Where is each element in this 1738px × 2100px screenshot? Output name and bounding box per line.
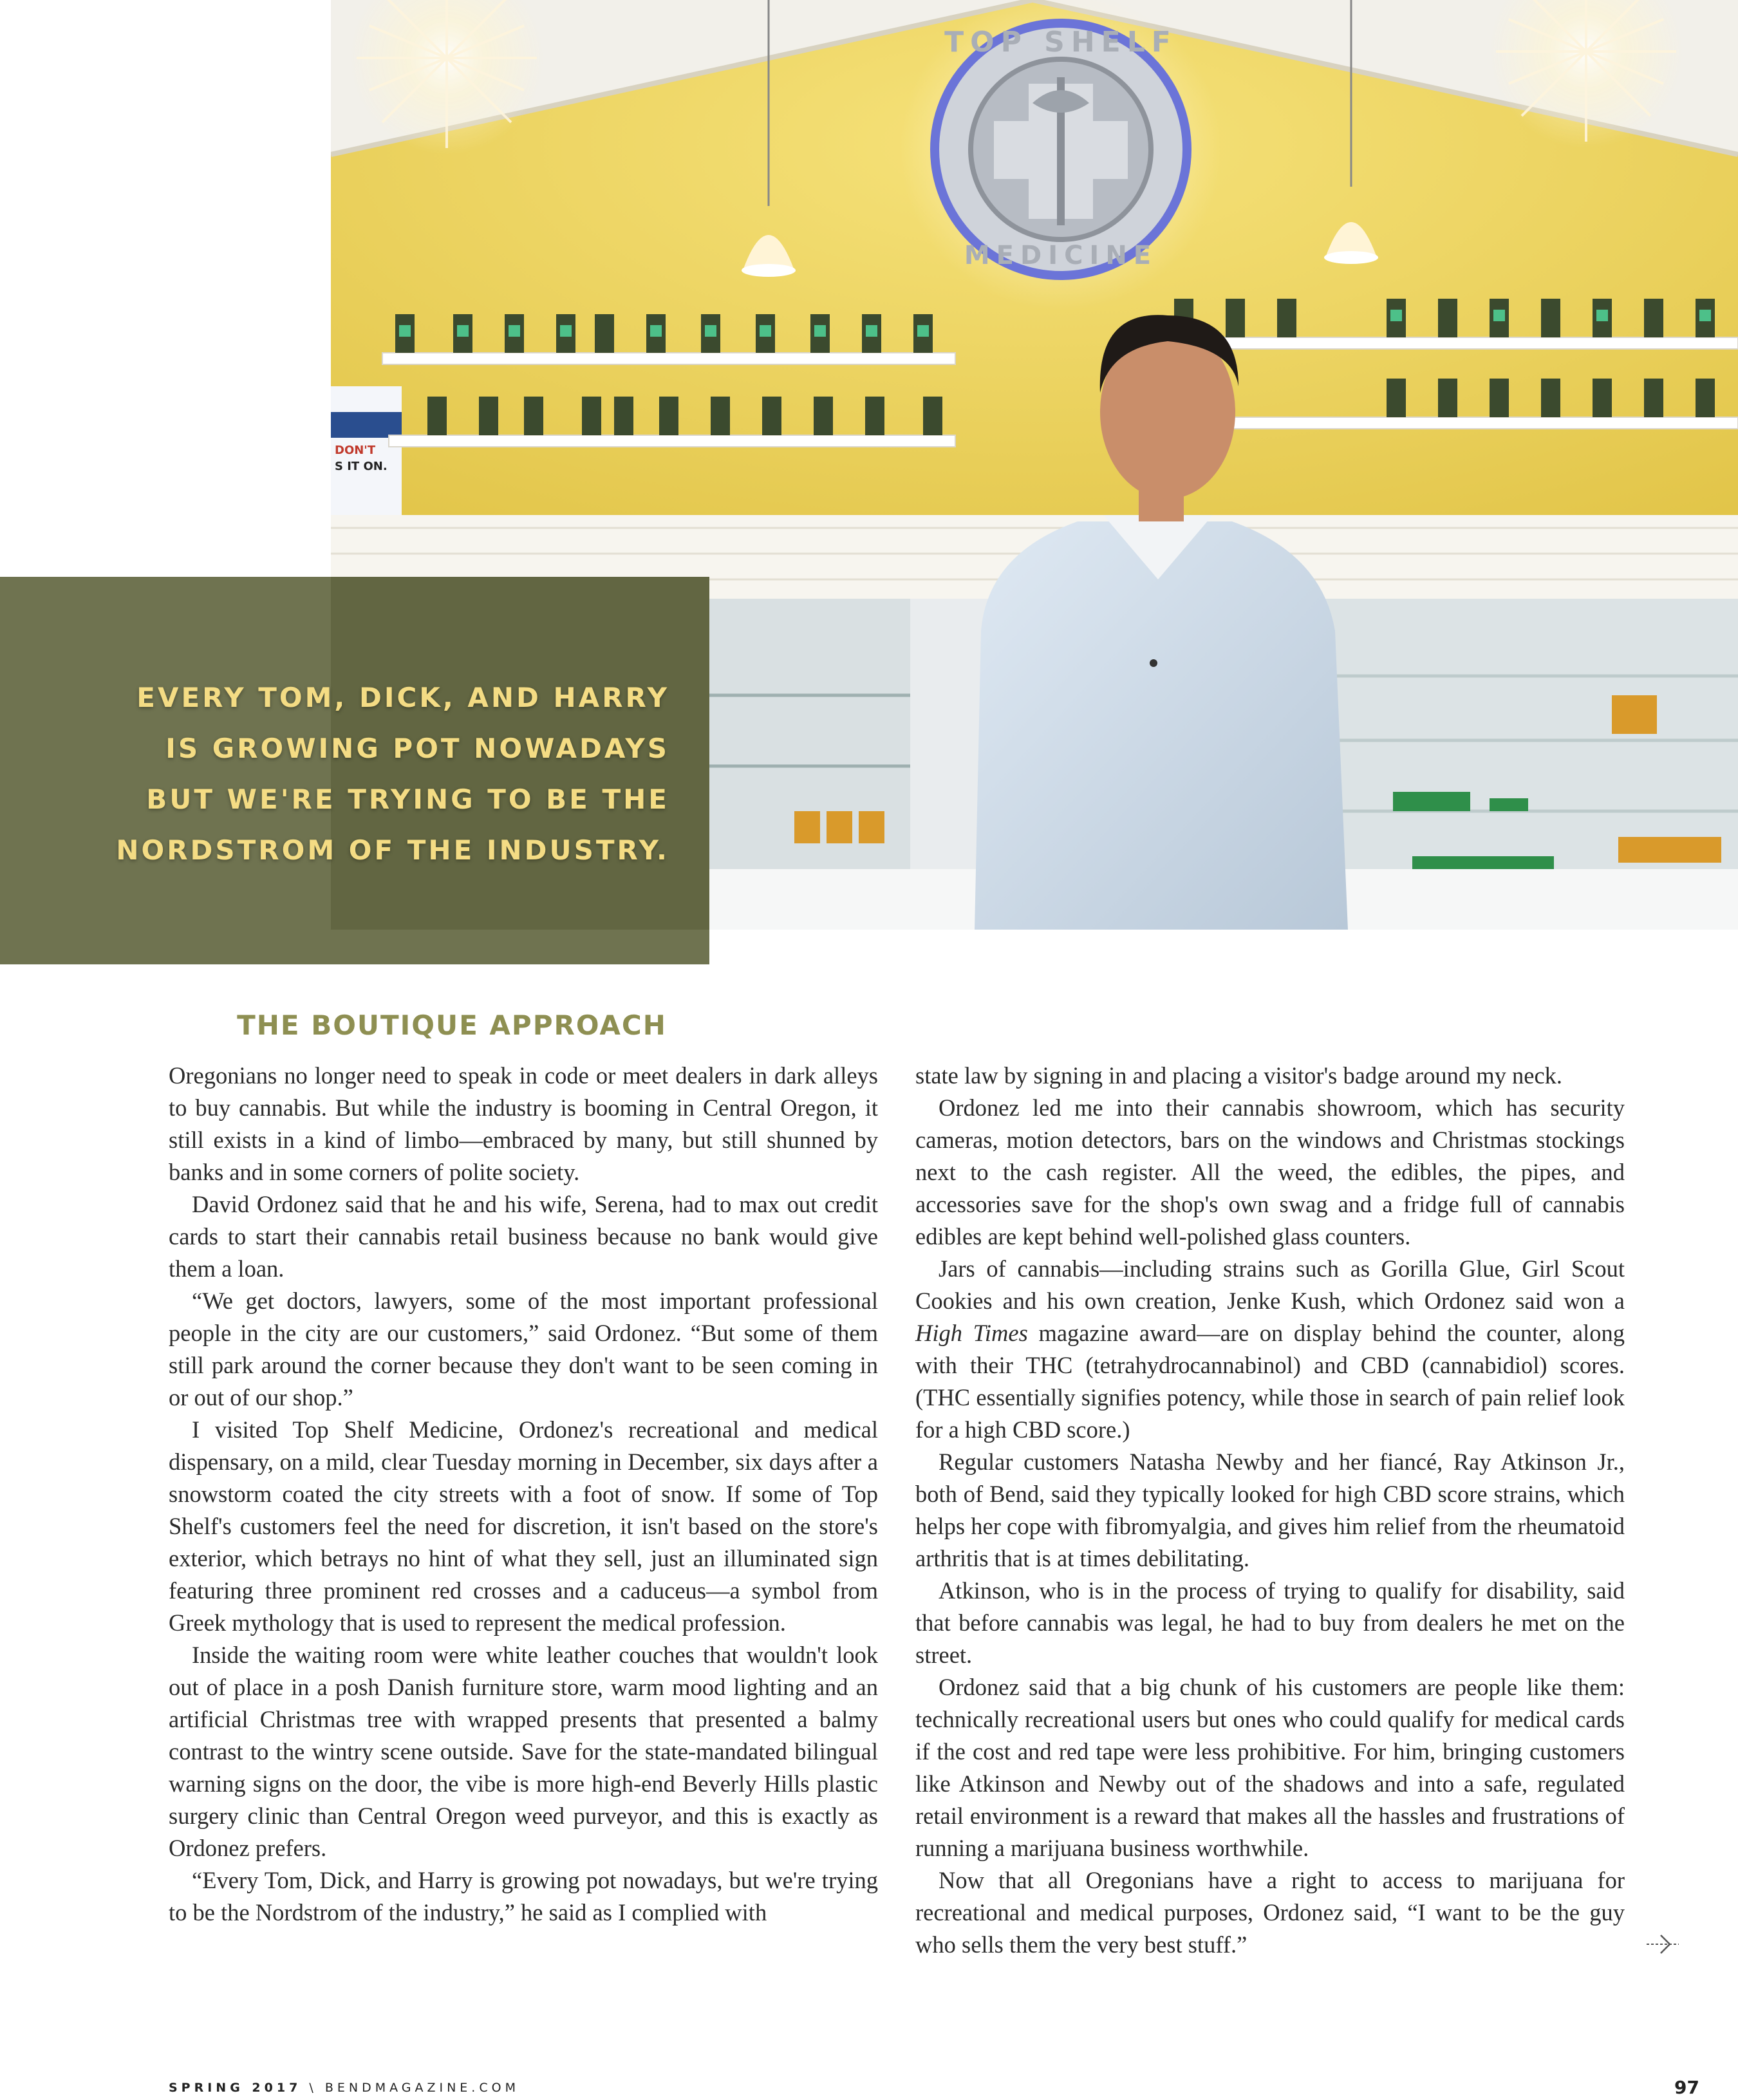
paragraph: Regular customers Natasha Newby and her fiancé, Ray Atkinson Jr., both of Bend, said they typically looked for high CBD score strains, which helps her cope with fibromyalgia, and gives him relief from the rheumatoid arthritis that is at times debilitating.	[915, 1448, 1625, 1571]
paragraph: Ordonez led me into their cannabis showroom, which has security cameras, motion detectors, bars on the windows and Christmas stockings next to the cash register. All the weed, the edibles, the pipes, and accessories save for the shop's own swag and a fridge full of cannabis edibles are kept behind well-polished glass counters.	[915, 1094, 1625, 1250]
paragraph: Inside the waiting room were white leather couches that wouldn't look out of place in a posh Danish furniture store, warm mood lighting and an artificial Christmas tree with wrapped presents that presented a balmy contrast to the wintry scene outside. Save for the state-mandated bilingual warning signs on the door, the vibe is more high-end Beverly Hills plastic surgery clinic than Central Oregon weed purveyor, and this is exactly as Ordonez prefers.	[169, 1642, 878, 1861]
pull-quote-line: IS GROWING POT NOWADAYS	[165, 733, 669, 764]
paragraph-continuation: state law by signing in and placing a visitor's badge around my neck.	[915, 1062, 1563, 1089]
pull-quote	[39, 672, 669, 876]
pull-quote-line: NORDSTROM OF THE INDUSTRY.	[116, 834, 669, 866]
website: BENDMAGAZINE.COM	[324, 2081, 519, 2095]
svg-text:S IT ON.: S IT ON.	[335, 460, 388, 473]
end-mark-icon	[1647, 1933, 1679, 1956]
article-column-right	[915, 1060, 1625, 1961]
paragraph: I visited Top Shelf Medicine, Ordonez's recreational and medical dispensary, on a mild, clear Tuesday morning in December, six days after a snowstorm coated the city streets with a foot of snow. If some of Top Shelf's customers feel the need for discretion, it isn't based on the store's exterior, which betrays no hint of what they sell, just an illuminated sign featuring three prominent red crosses and a caduceus—a symbol from Greek mythology that is used to represent the medical profession.	[169, 1416, 878, 1636]
paragraph: “We get doctors, lawyers, some of the most important professional people in the city are our customers,” said Ordonez. “But some of them still park around the corner because they don't want to be seen coming in or out of our shop.”	[169, 1288, 878, 1411]
pull-quote-line: BUT WE'RE TRYING TO BE THE	[146, 783, 669, 815]
section-heading: THE BOUTIQUE APPROACH	[237, 1009, 667, 1041]
poster-text: DON'T	[335, 444, 376, 457]
pull-quote-line: EVERY TOM, DICK, AND HARRY	[136, 682, 669, 713]
paragraph: “Every Tom, Dick, and Harry is growing pot nowadays, but we're trying to be the Nordstrom of the industry,” he said as I complied with	[169, 1867, 878, 1926]
text-run: Jars of cannabis—including strains such as Gorilla Glue, Girl Scout Cookies and his own creation, Jenke Kush, which Ordonez said won a	[915, 1255, 1625, 1314]
sign-text-bottom: MEDICINE	[964, 241, 1158, 270]
magazine-title: High Times	[915, 1320, 1028, 1346]
paragraph: Atkinson, who is in the process of trying to qualify for disability, said that before cannabis was legal, he had to buy from dealers he met on the street.	[915, 1577, 1625, 1668]
paragraph: Ordonez said that a big chunk of his customers are people like them: technically recreational users but ones who could qualify for medical cards if the cost and red tape were less prohibitive. For him, bringing customers like Atkinson and Newby out of the shadows and into a safe, regulated retail environment is a reward that makes all the hassles and frustrations of running a marijuana business worthwhile.	[915, 1674, 1625, 1861]
footer-issue	[169, 2081, 519, 2095]
issue-label: SPRING 2017	[169, 2081, 302, 2095]
paragraph: Now that all Oregonians have a right to access to marijuana for recreational and medical purposes, Ordonez said, “I want to be the guy who sells them the very best stuff.”	[915, 1867, 1625, 1958]
sign-text-top: TOP SHELF	[944, 26, 1177, 59]
page-number: 97	[1674, 2077, 1699, 2098]
text-run: magazine award—are on display behind the counter, along with their THC (tetrahydrocannabinol) and CBD (cannabidiol) scores. (THC essentially signifies potency, while those in search of pain relief look for a high CBD score.)	[915, 1320, 1625, 1443]
article-column-left	[169, 1060, 878, 1929]
paragraph: Oregonians no longer need to speak in code or meet dealers in dark alleys to buy cannabis. But while the industry is booming in Central Oregon, it still exists in a kind of limbo—embraced by many, but still shunned by banks and in some corners of polite society.	[169, 1062, 878, 1185]
footer-separator: \	[309, 2081, 317, 2095]
pull-quote-box	[0, 577, 709, 964]
paragraph-jars	[915, 1253, 1625, 1446]
paragraph: David Ordonez said that he and his wife, Serena, had to max out credit cards to start their cannabis retail business because no bank would give them a loan.	[169, 1191, 878, 1282]
